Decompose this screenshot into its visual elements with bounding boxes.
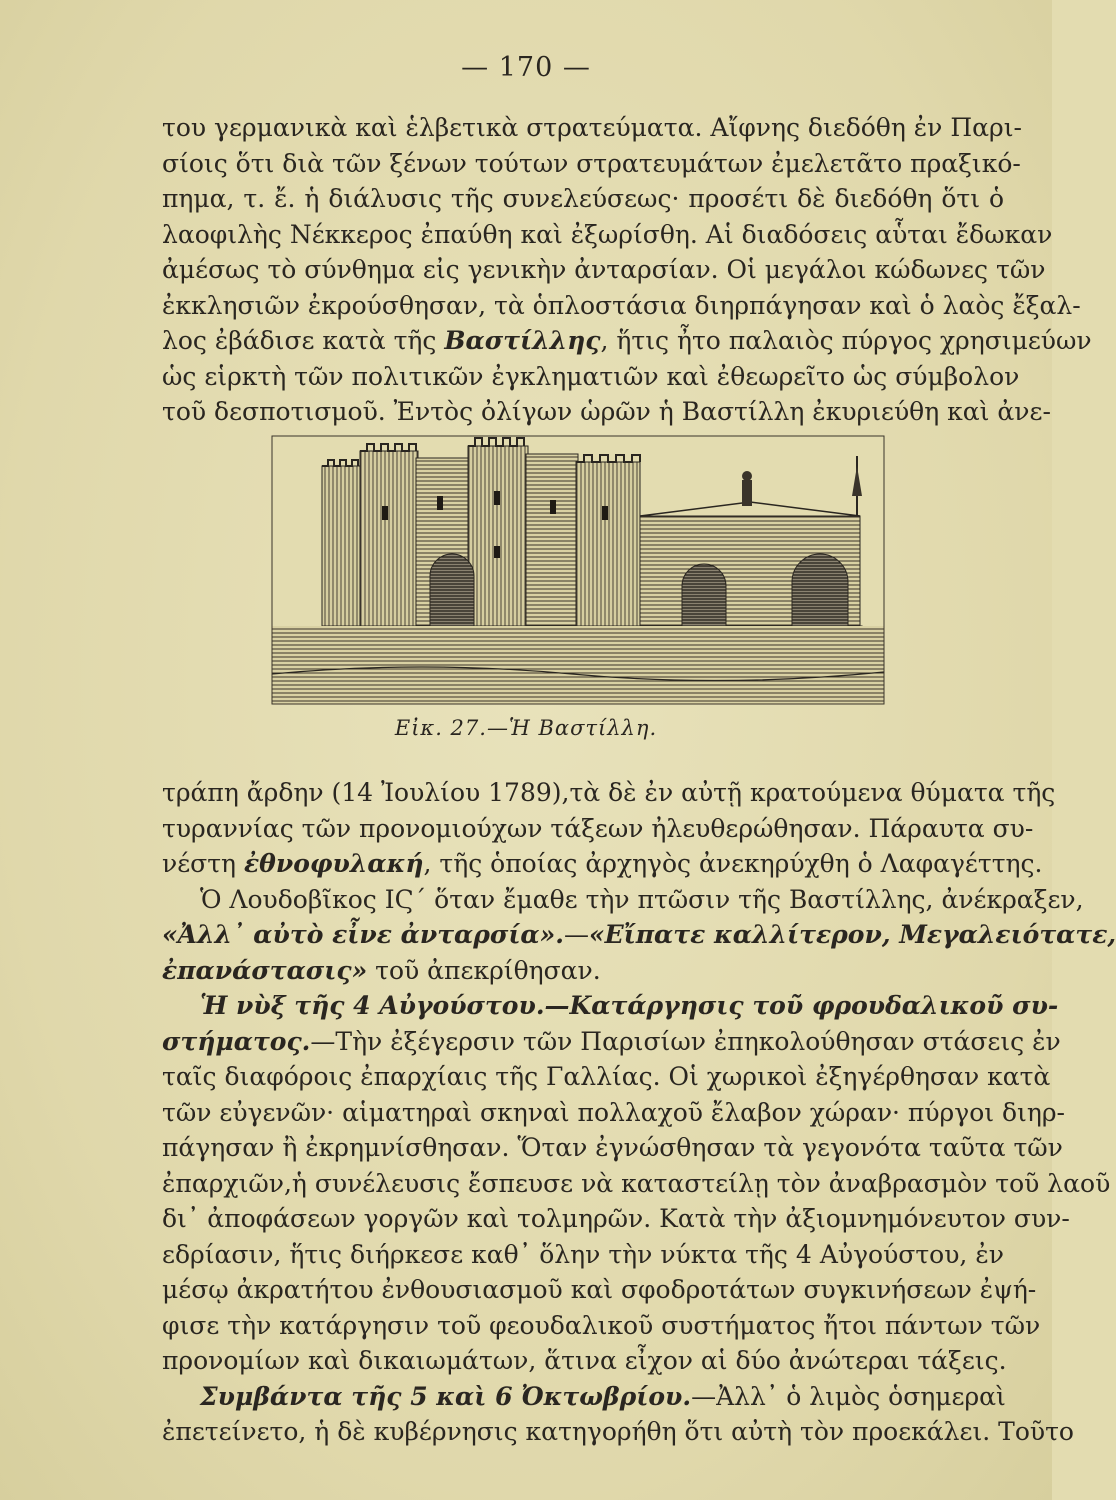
text-line: σίοις ὅτι διὰ τῶν ξένων τούτων στρατευμάτων ἐμελετᾶτο πραξικό- xyxy=(162,148,1021,178)
text-line: ἐπαρχιῶν,ἡ συνέλευσις ἔσπευσε νὰ καταστείλῃ τὸν ἀναβρασμὸν τοῦ λαοῦ xyxy=(162,1168,1111,1198)
text-line: τυραννίας τῶν προνομιούχων τάξεων ἠλευθερώθησαν. Πάραυτα συ- xyxy=(162,813,1034,843)
text-line xyxy=(162,323,1092,359)
text-line: τῶν εὐγενῶν· αἱματηραὶ σκηναὶ πολλαχοῦ ἔλαβον χώραν· πύργοι διηρ- xyxy=(162,1097,1065,1127)
quote-reply-end: ἐπανάστασις» xyxy=(162,955,368,985)
text-line: ὡς εἱρκτὴ τῶν πολιτικῶν ἐγκληματιῶν καὶ ἐθεωρεῖτο ὡς σύμβολον xyxy=(162,361,1020,391)
text-fragment: , τῆς ὁποίας ἀρχηγὸς ἀνεκηρύχθη ὁ Λαφαγέττης. xyxy=(423,849,1043,878)
section-heading-august-4-end: στήματος. xyxy=(162,1026,311,1056)
text-line: ἐπετείνετο, ἡ δὲ κυβέρνησις κατηγορήθη ὅτι αὐτὴ τὸν προεκάλει. Τοῦτο xyxy=(162,1417,1074,1446)
text-line: τοῦ δεσποτισμοῦ. Ἐντὸς ὀλίγων ὡρῶν ἡ Βαστίλλη ἐκυριεύθη καὶ ἀνε- xyxy=(162,397,1051,426)
text-fragment: νέστη xyxy=(162,849,244,878)
text-line: Ὁ Λουδοβῖκος ΙϚ´ ὅταν ἔμαθε τὴν πτῶσιν τῆς Βαστίλλης, ἀνέκραξεν, xyxy=(200,884,1084,914)
main-text xyxy=(162,775,1116,1450)
text-line: πημα, τ. ἔ. ἡ διάλυσις τῆς συνελεύσεως· προσέτι δὲ διεδόθη ὅτι ὁ xyxy=(162,184,1004,213)
opening-paragraph xyxy=(162,110,1092,430)
text-line: φισε τὴν κατάργησιν τοῦ φεουδαλικοῦ συστήματος ἤτοι πάντων τῶν xyxy=(162,1310,1041,1340)
text-line: του γερμανικὰ καὶ ἑλβετικὰ στρατεύματα. Αἴφνης διεδόθη ἐν Παρι- xyxy=(162,113,1022,142)
page-number: — 170 — xyxy=(461,52,591,83)
text-line xyxy=(162,1024,1061,1060)
dash: — xyxy=(563,920,589,949)
text-line xyxy=(162,846,1043,882)
text-line: ἐκκλησιῶν ἐκρούσθησαν, τὰ ὁπλοστάσια διηρπάγησαν καὶ ὁ λαὸς ἔξαλ- xyxy=(162,290,1081,320)
text-line: ταῖς διαφόροις ἐπαρχίαις τῆς Γαλλίας. Οἱ χωρικοὶ ἐξηγέρθησαν κατὰ xyxy=(162,1062,1051,1091)
text-fragment: —Τὴν ἐξέγερσιν τῶν Παρισίων ἐπηκολούθησαν στάσεις ἐν xyxy=(310,1026,1061,1056)
text-fragment: λος ἐβάδισε κατὰ τῆς xyxy=(162,326,445,355)
text-line xyxy=(162,917,1116,953)
emphasized-term-bastille: Βαστίλλης xyxy=(444,326,601,355)
text-fragment: —Ἀλλ᾽ ὁ λιμὸς ὁσημεραὶ xyxy=(691,1381,1006,1411)
text-line: ἀμέσως τὸ σύνθημα εἰς γενικὴν ἀνταρσίαν. Οἱ μεγάλοι κώδωνες τῶν xyxy=(162,255,1046,284)
text-fragment: , ἥτις ἦτο παλαιὸς πύργος χρησιμεύων xyxy=(600,326,1092,355)
emphasized-term-national-guard: ἐθνοφυλακή xyxy=(243,849,424,878)
text-line: πάγησαν ἢ ἐκρημνίσθησαν. Ὅταν ἐγνώσθησαν τὰ γεγονότα ταῦτα τῶν xyxy=(162,1133,1063,1162)
text-line xyxy=(162,1379,1004,1415)
text-line: προνομίων καὶ δικαιωμάτων, ἅτινα εἶχον αἱ δύο ἀνώτεραι τάξεις. xyxy=(162,1346,1007,1375)
figure-caption: Εἰκ. 27.—Ἡ Βαστίλλη. xyxy=(394,716,658,740)
text-line: εδρίασιν, ἥτις διήρκεσε καθ᾽ ὅλην τὴν νύκτα τῆς 4 Αὐγούστου, ἐν xyxy=(162,1239,1004,1269)
section-heading-august-4: Ἡ νὺξ τῆς 4 Αὐγούστου.—Κατάργησις τοῦ φρουδαλικοῦ συ- xyxy=(200,991,1059,1020)
text-line: τράπη ἄρδην (14 Ἰουλίου 1789),τὰ δὲ ἐν αὐτῇ κρατούμενα θύματα τῆς xyxy=(162,778,1056,807)
text-line xyxy=(162,953,1004,989)
section-heading-october: Συμβάντα τῆς 5 καὶ 6 Ὀκτωβρίου. xyxy=(200,1381,692,1411)
text-fragment: τοῦ ἀπεκρίθησαν. xyxy=(367,955,601,985)
text-line: δι᾽ ἀποφάσεων γοργῶν καὶ τολμηρῶν. Κατὰ τὴν ἀξιομνημόνευτον συν- xyxy=(162,1204,1070,1233)
text-line: μέσῳ ἀκρατήτου ἐνθουσιασμοῦ καὶ σφοδροτάτων συγκινήσεων ἐψή- xyxy=(162,1275,1037,1304)
quote-reply: «Εἴπατε καλλίτερον, Μεγαλειότατε, xyxy=(588,920,1116,949)
text-line: λαοφιλὴς Νέκκερος ἐπαύθη καὶ ἐξωρίσθη. Αἱ διαδόσεις αὗται ἔδωκαν xyxy=(162,219,1053,249)
quote-king: «Ἀλλ᾽ αὐτὸ εἶνε ἀνταρσία». xyxy=(162,920,564,949)
bastille-engraving xyxy=(272,436,884,704)
